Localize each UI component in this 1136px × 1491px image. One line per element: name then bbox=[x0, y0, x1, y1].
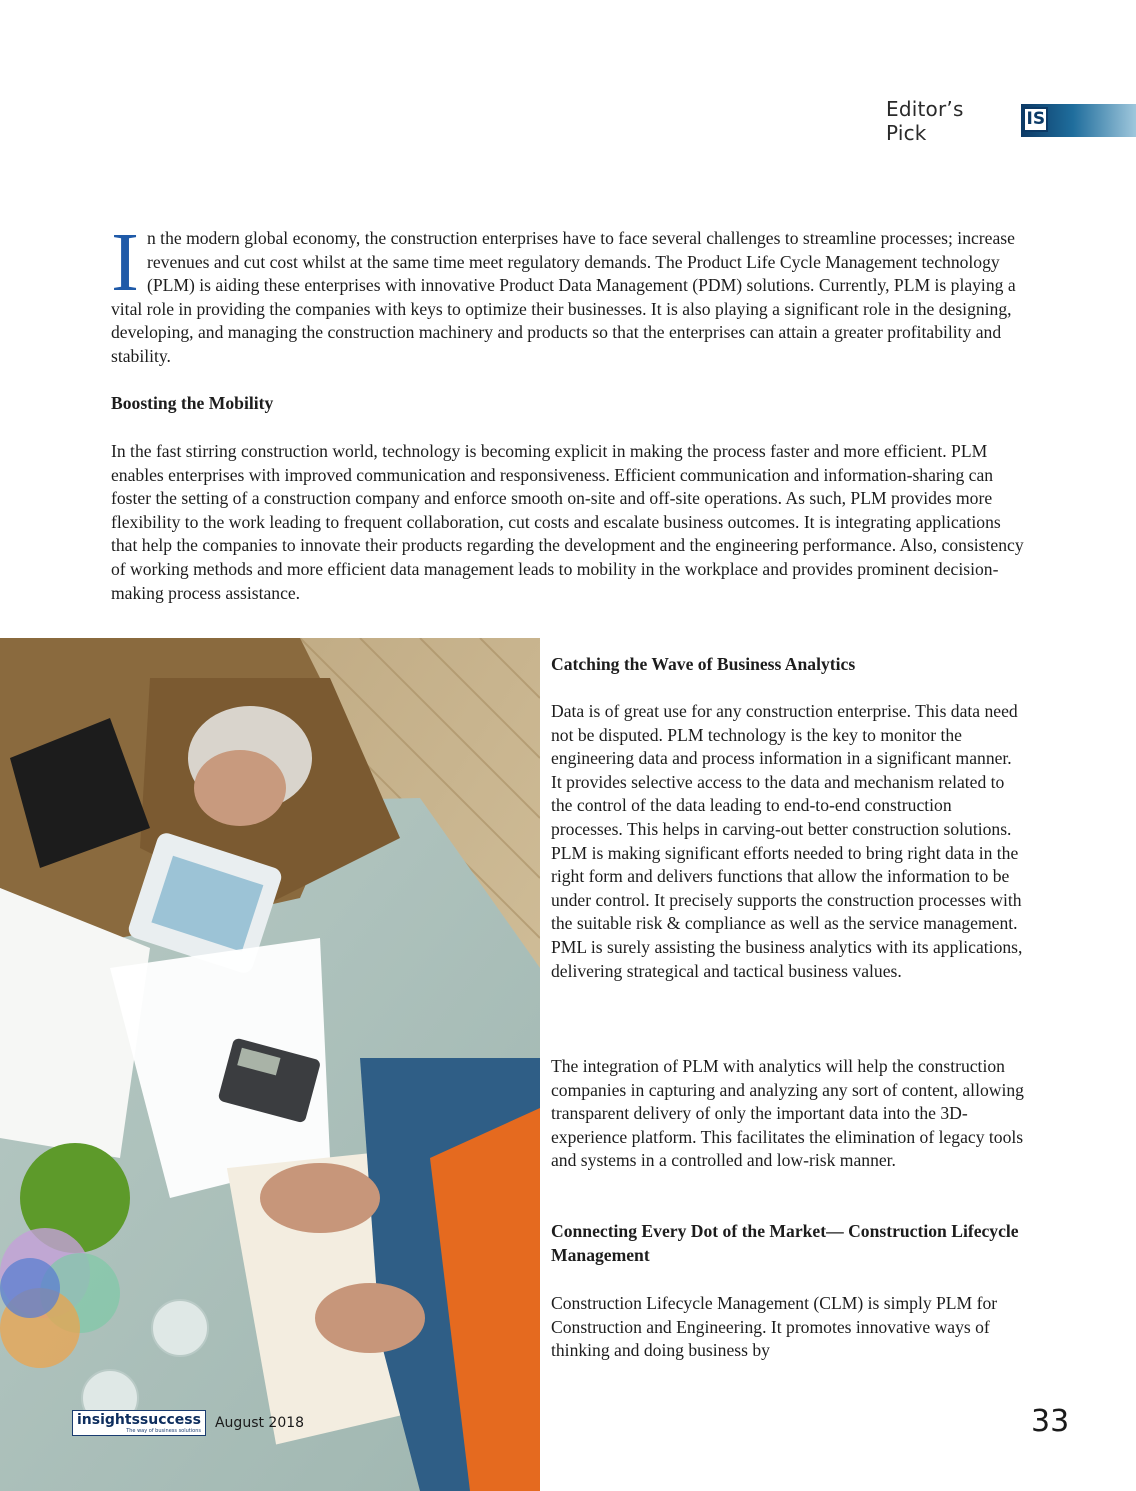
section-body-business-analytics-1: Data is of great use for any construction enterprise. This data need not be disputed. PLM technology is the key to monitor the engineering data and process information in a significant manner. It provides selective access to the data and mechanism related to the control of the data leading to end-to-end construction processes. This helps in carving-out better construction solutions. PLM is making significant efforts needed to bring right data in the right form and delivers functions that allow the information to be under control. It precisely supports the construction processes with the suitable risk & compliance as well as the service management. PML is surely assisting the business analytics with its applications, delivering strategical and tactical business values. bbox=[551, 701, 1023, 981]
section-header bbox=[886, 96, 1136, 145]
intro-paragraph bbox=[111, 216, 1026, 369]
insights-success-logo bbox=[72, 1410, 206, 1436]
issue-date: August 2018 bbox=[214, 1415, 305, 1431]
section-body-business-analytics-2: The integration of PLM with analytics will help the construction companies in capturing and analyzing any sort of content, allowing transparent delivery of only the important data into the 3D-experience platform. This facilitates the elimination of legacy tools and systems in a controlled and low-risk manner. bbox=[551, 1056, 1024, 1171]
footer-brand bbox=[72, 1410, 304, 1436]
header-accent-bar bbox=[1021, 104, 1136, 137]
office-meeting-photo bbox=[0, 638, 540, 1491]
section-label: Editor’s Pick bbox=[886, 96, 964, 145]
section-body-boosting-mobility: In the fast stirring construction world, technology is becoming explicit in making the process faster and more efficient. PLM enables enterprises with improved communication and responsiveness. Efficient communication and information-sharing can foster the setting of a construction company and enforce smooth on-site and off-site operations. As such, PLM provides more flexibility to the work leading to frequent collaboration, cut costs and escalate business outcomes. It is integrating applications that help the companies to innovate their products regarding the development and the engineering performance. Also, consistency of working methods and more efficient data management leads to mobility in the workplace and provides prominent decision-making process assistance. bbox=[111, 441, 1024, 603]
section-body-clm: Construction Lifecycle Management (CLM) is simply PLM for Construction and Engineering. It promotes innovative ways of thinking and doing business by bbox=[551, 1293, 998, 1361]
section-heading-boosting-mobility: Boosting the Mobility bbox=[111, 393, 274, 413]
section-heading-business-analytics: Catching the Wave of Business Analytics bbox=[551, 654, 856, 674]
section-heading-clm: Connecting Every Dot of the Market— Construction Lifecycle Management bbox=[551, 1221, 1019, 1265]
magazine-logo-icon: IS bbox=[1023, 107, 1048, 132]
brand-tagline: The way of business solutions bbox=[126, 1428, 201, 1434]
page-number: 33 bbox=[1031, 1404, 1070, 1439]
dropcap: I bbox=[111, 216, 139, 309]
intro-text: n the modern global economy, the construction enterprises have to face several challenges to streamline processes; increase revenues and cut cost whilst at the same time meet regulatory demands. The Product Life Cycle Management technology (PLM) is aiding these enterprises with innovative Product Data Management (PDM) solutions. Currently, PLM is playing a vital role in providing the companies with keys to optimize their businesses. It is also playing a significant role in the designing, developing, and managing the construction machinery and products so that the enterprises can attain a greater profitability and stability. bbox=[111, 228, 1016, 366]
brand-name: insightssuccess bbox=[77, 1412, 201, 1428]
